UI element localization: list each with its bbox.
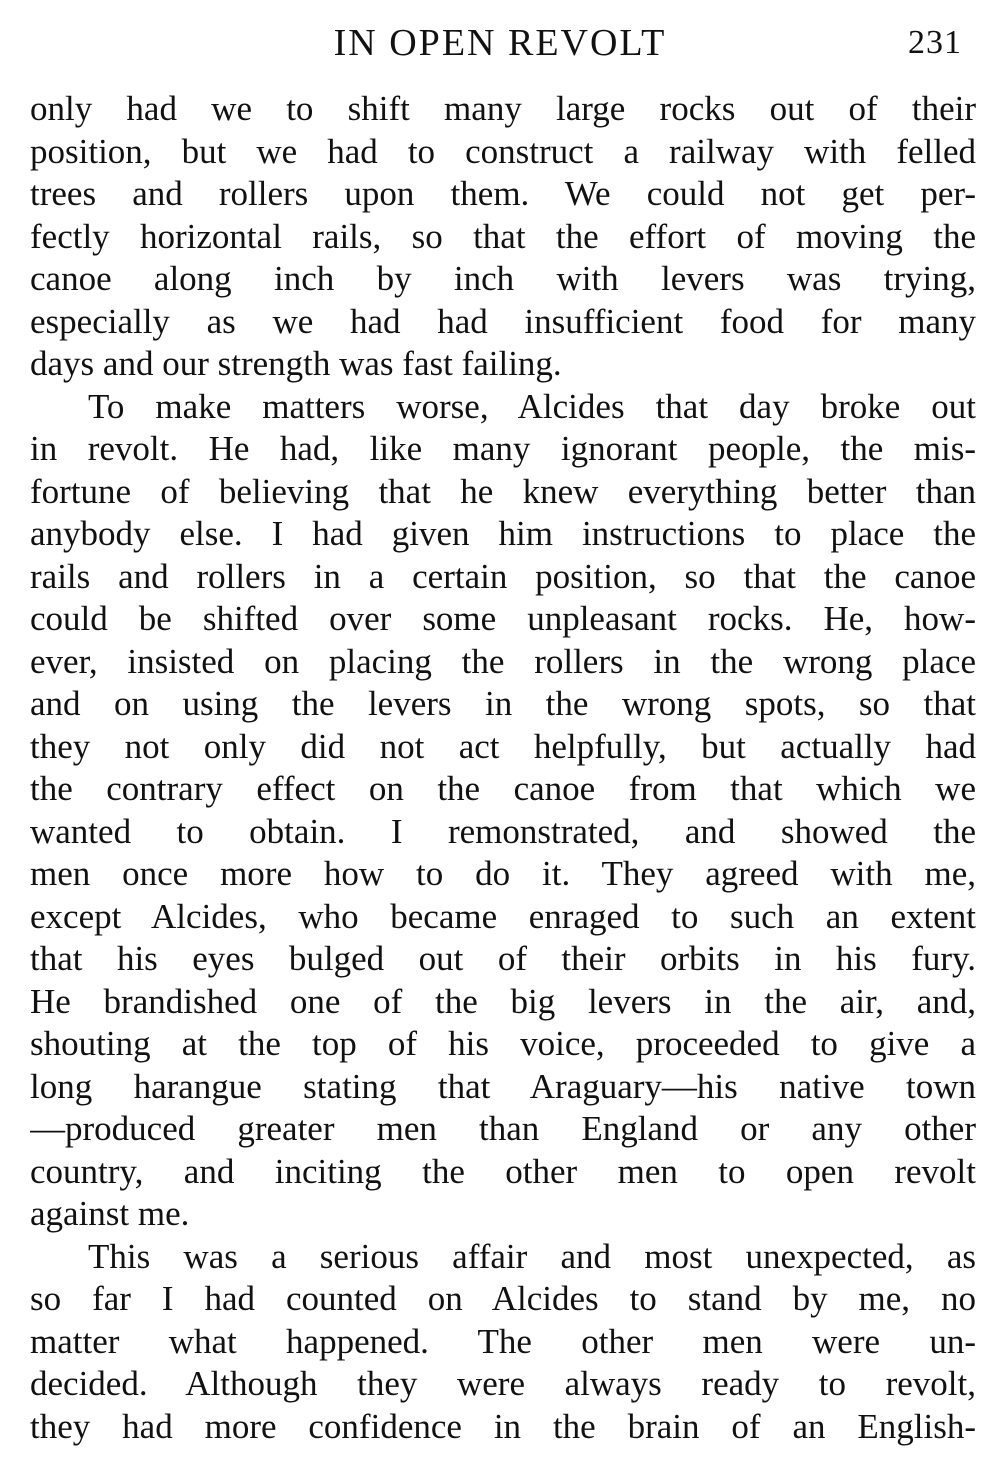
text-line: To make matters worse, Alcides that day broke out [88,386,976,426]
text-line: against me. [30,1194,190,1233]
text-line: except Alcides, who became enraged to such an extent [30,896,976,936]
text-line: He brandished one of the big levers in the air, and, [30,981,976,1021]
text-line: especially as we had had insufficient food for many [30,301,976,341]
text-line: canoe along inch by inch with levers was trying, [30,259,976,298]
text-line: fortune of believing that he knew everything better than [30,471,976,511]
text-line: fectly horizontal rails, so that the effort of moving the [30,216,976,256]
text-line: only had we to shift many large rocks out of their [30,89,976,128]
paragraph [30,1236,976,1449]
text-line: they not only did not act helpfully, but actually had [30,726,976,766]
text-line: matter what happened. The other men were un- [30,1321,976,1361]
text-line: they had more confidence in the brain of an English- [30,1406,976,1446]
text-line: the contrary effect on the canoe from that which we [30,769,976,808]
running-head [0,18,1000,68]
text-line: —produced greater men than England or any other [30,1109,976,1148]
text-line: ever, insisted on placing the rollers in the wrong place [30,641,976,681]
body-text [30,88,976,1448]
text-line: shouting at the top of his voice, proceeded to give a [30,1024,976,1063]
text-line: men once more how to do it. They agreed with me, [30,854,976,893]
text-line: anybody else. I had given him instructions to place the [30,514,976,553]
text-line: wanted to obtain. I remonstrated, and showed the [30,811,976,851]
text-line: that his eyes bulged out of their orbits in his fury. [30,939,976,978]
text-line: trees and rollers upon them. We could not get per- [30,174,976,213]
text-line: so far I had counted on Alcides to stand by me, no [30,1279,976,1318]
text-line: in revolt. He had, like many ignorant people, the mis- [30,429,976,468]
text-line: position, but we had to construct a railway with felled [30,131,976,171]
paragraph [30,386,976,1236]
running-title: IN OPEN REVOLT [333,22,667,64]
text-line: days and our strength was fast failing. [30,344,562,383]
page-number: 231 [908,24,962,61]
text-line: long harangue stating that Araguary—his native town [30,1066,976,1106]
paragraph [30,88,976,386]
text-line: country, and inciting the other men to open revolt [30,1151,976,1191]
text-line: could be shifted over some unpleasant rocks. He, how- [30,599,976,638]
text-line: rails and rollers in a certain position, so that the canoe [30,556,976,596]
text-line: and on using the levers in the wrong spots, so that [30,684,976,723]
text-line: This was a serious affair and most unexpected, as [88,1236,976,1276]
text-line: decided. Although they were always ready to revolt, [30,1364,976,1403]
